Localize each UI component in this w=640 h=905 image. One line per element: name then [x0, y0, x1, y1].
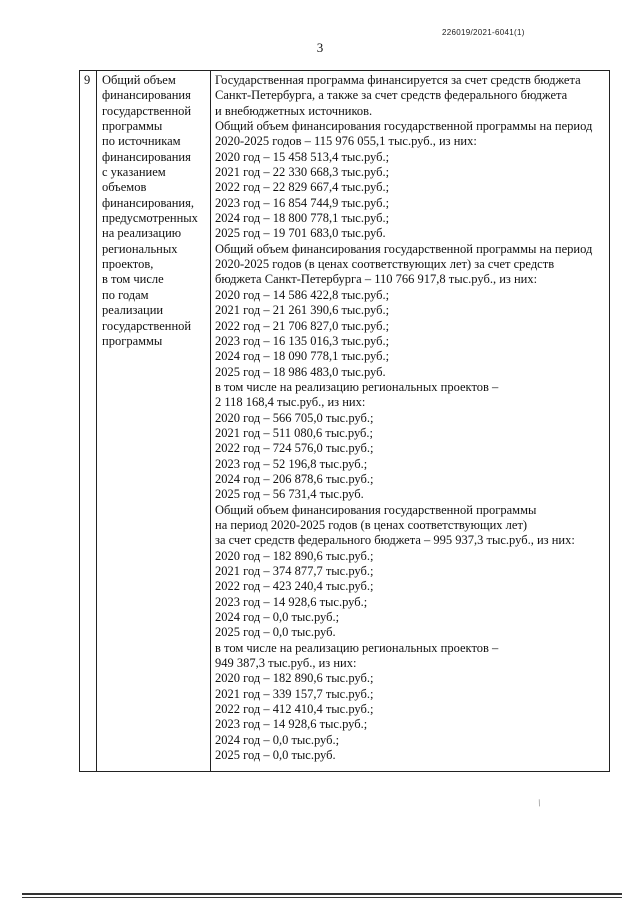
content-line: 2025 год – 56 731,4 тыс.руб.: [215, 487, 364, 502]
content-line: 2022 год – 423 240,4 тыс.руб.;: [215, 579, 374, 594]
content-line: 2020-2025 годов – 115 976 055,1 тыс.руб., из них:: [215, 134, 477, 149]
label-line: финансирования,: [102, 195, 194, 210]
content-line: 2025 год – 18 986 483,0 тыс.руб.: [215, 364, 386, 379]
content-line: 2020 год – 14 586 422,8 тыс.руб.;: [215, 287, 390, 302]
content-line: в том числе на реализацию региональных проектов –: [215, 379, 499, 394]
column-divider: [210, 71, 211, 771]
label-line: проектов,: [102, 257, 154, 272]
content-line: на период 2020-2025 годов (в ценах соответствующих лет): [215, 517, 528, 532]
content-line: 2021 год – 374 877,7 тыс.руб.;: [215, 564, 374, 578]
content-line: 949 387,3 тыс.руб., из них:: [215, 656, 357, 671]
label-line: программы: [102, 333, 163, 348]
content-line: 2023 год – 14 928,6 тыс.руб.;: [215, 594, 368, 609]
content-line: 2020-2025 годов (в ценах соответствующих лет) за счет средств: [215, 257, 555, 272]
label-line: Общий объем: [102, 73, 176, 87]
content-line: бюджета Санкт-Петербурга – 110 766 917,8 тыс.руб., из них:: [215, 272, 538, 287]
content-line: 2 118 168,4 тыс.руб., из них:: [215, 395, 366, 410]
page-number: 3: [316, 40, 324, 55]
content-line: 2020 год – 182 890,6 тыс.руб.;: [215, 548, 374, 563]
content-line: 2025 год – 0,0 тыс.руб.: [215, 748, 336, 763]
label-line: государственной: [102, 103, 192, 118]
label-line: программы: [102, 119, 163, 134]
content-line: 2024 год – 18 800 778,1 тыс.руб.;: [215, 211, 390, 226]
row-content: [215, 73, 607, 763]
label-line: финансирования: [102, 149, 191, 164]
label-line: на реализацию: [102, 226, 182, 241]
content-line: 2021 год – 22 330 668,3 тыс.руб.;: [215, 165, 390, 180]
content-line: Общий объем финансирования государственной программы: [215, 502, 537, 517]
content-line: 2022 год – 21 706 827,0 тыс.руб.;: [215, 318, 390, 333]
content-line: 2024 год – 18 090 778,1 тыс.руб.;: [215, 349, 390, 364]
footer-rule: [22, 897, 622, 898]
content-line: 2024 год – 206 878,6 тыс.руб.;: [215, 471, 374, 486]
label-line: региональных: [102, 241, 178, 256]
content-line: 2022 год – 724 576,0 тыс.руб.;: [215, 441, 374, 456]
content-line: 2023 год – 16 135 016,3 тыс.руб.;: [215, 333, 390, 348]
content-line: 2024 год – 0,0 тыс.руб.;: [215, 732, 340, 747]
financing-table: [79, 70, 610, 772]
content-line: 2020 год – 15 458 513,4 тыс.руб.;: [215, 149, 390, 164]
content-line: в том числе на реализацию региональных проектов –: [215, 640, 499, 655]
label-line: по источникам: [102, 134, 181, 149]
label-line: финансирования: [102, 88, 191, 103]
content-line: 2025 год – 0,0 тыс.руб.: [215, 625, 336, 640]
label-line: объемов: [102, 180, 147, 195]
content-line: и внебюджетных источников.: [215, 103, 373, 118]
content-line: 2023 год – 52 196,8 тыс.руб.;: [215, 456, 368, 471]
content-line: Общий объем финансирования государственной программы на период: [215, 119, 593, 134]
content-line: 2022 год – 412 410,4 тыс.руб.;: [215, 702, 374, 717]
content-line: Общий объем финансирования государственной программы на период: [215, 241, 593, 256]
row-number: 9: [84, 73, 91, 87]
content-line: Санкт-Петербурга, а также за счет средств федерального бюджета: [215, 88, 568, 103]
document-id: 226019/2021-6041(1): [442, 28, 525, 37]
label-line: по годам: [102, 287, 149, 302]
label-line: с указанием: [102, 165, 166, 180]
content-line: 2023 год – 16 854 744,9 тыс.руб.;: [215, 195, 390, 210]
content-line: 2024 год – 0,0 тыс.руб.;: [215, 610, 340, 625]
label-line: предусмотренных: [102, 211, 198, 226]
content-line: 2020 год – 566 705,0 тыс.руб.;: [215, 410, 374, 425]
pen-mark: /: [536, 797, 543, 810]
content-line: Государственная программа финансируется за счет средств бюджета: [215, 73, 581, 87]
footer-rule: [22, 893, 622, 895]
label-line: государственной: [102, 318, 192, 333]
content-line: 2020 год – 182 890,6 тыс.руб.;: [215, 671, 374, 686]
content-line: за счет средств федерального бюджета – 995 937,3 тыс.руб., из них:: [215, 533, 575, 548]
content-line: 2021 год – 339 157,7 тыс.руб.;: [215, 686, 374, 701]
label-line: в том числе: [102, 272, 164, 287]
content-line: 2022 год – 22 829 667,4 тыс.руб.;: [215, 180, 390, 195]
content-line: 2025 год – 19 701 683,0 тыс.руб.: [215, 226, 386, 241]
column-divider: [96, 71, 97, 771]
content-line: 2023 год – 14 928,6 тыс.руб.;: [215, 717, 368, 732]
row-label: [101, 73, 209, 349]
label-line: реализации: [102, 303, 164, 318]
content-line: 2021 год – 511 080,6 тыс.руб.;: [215, 425, 374, 440]
content-line: 2021 год – 21 261 390,6 тыс.руб.;: [215, 303, 390, 318]
